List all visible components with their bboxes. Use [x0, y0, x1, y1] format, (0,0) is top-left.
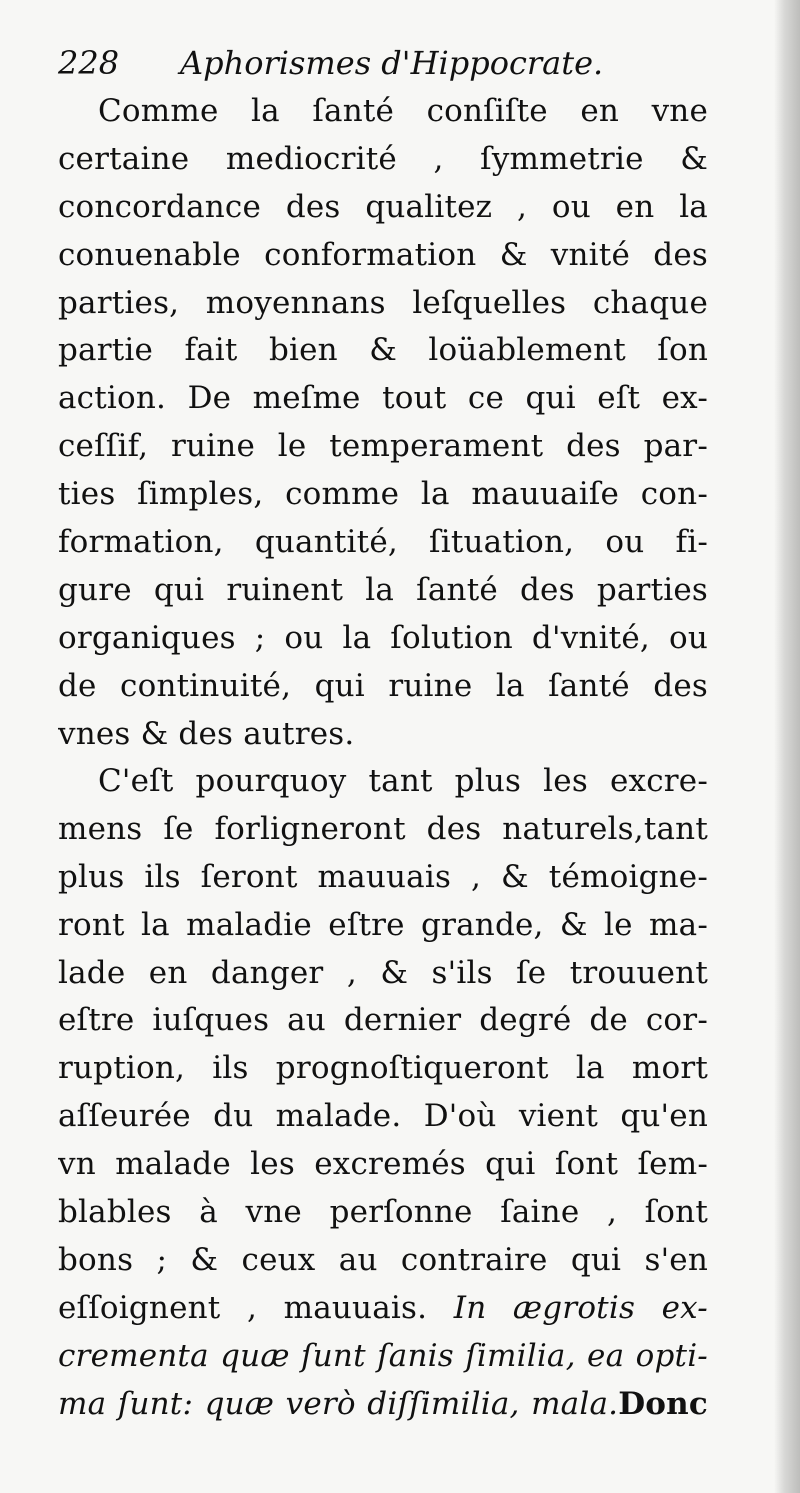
text-line: concordance des qualitez , ou en la	[58, 188, 708, 225]
page-number: 228	[58, 44, 120, 82]
latin-quote-start: In ægrotis ex-	[453, 1289, 708, 1326]
text-line: Comme la ſanté conſiſte en vne	[98, 93, 708, 129]
catchword: Donc	[618, 1385, 708, 1422]
text-line: organiques ; ou la ſolution d'vnité, ou	[58, 619, 708, 656]
latin-quote-end: ma ſunt: quæ verò diſſimilia, mala.	[58, 1385, 619, 1422]
text-line: formation, quantité, ſituation, ou fi-	[58, 524, 708, 561]
text-line: parties, moyennans leſquelles chaque	[58, 284, 708, 321]
text-line: ruption, ils prognoſtiqueront la mort	[58, 1050, 708, 1087]
text-line: aſſeurée du malade. D'où vient qu'en	[58, 1098, 708, 1135]
text-line: eſtre iuſques au dernier degré de cor-	[58, 1002, 708, 1039]
running-head	[58, 38, 658, 88]
paragraph-1	[58, 88, 708, 758]
text-line: mens ſe forligneront des naturels,tant	[58, 810, 708, 847]
text-line: vnes & des autres.	[58, 715, 355, 752]
running-title: Aphorismes d'Hippocrate.	[180, 44, 604, 82]
text-line	[58, 1285, 708, 1333]
text-line: plus ils ſeront mauuais , & témoigne-	[58, 858, 708, 895]
text-line: partie fait bien & loüablement ſon	[58, 332, 708, 369]
text-line: de continuité, qui ruine la ſanté des	[58, 667, 708, 704]
latin-quote-line: crementa quæ ſunt ſanis ſimilia, ea opti-	[58, 1337, 708, 1374]
text-line	[58, 1381, 708, 1429]
text-line: lade en danger , & s'ils ſe trouuent	[58, 954, 708, 991]
text-line: blables à vne perſonne ſaine , ſont	[58, 1194, 708, 1231]
text-line: vn malade les excremés qui ſont ſem-	[58, 1146, 708, 1183]
text-line: C'eſt pourquoy tant plus les excre-	[98, 763, 708, 799]
text-line: ront la maladie eſtre grande, & le ma-	[58, 906, 708, 943]
text-line-french: eſſoignent , mauuais.	[58, 1289, 428, 1326]
text-line: ceſſif, ruine le temperament des par-	[58, 428, 708, 465]
text-line: gure qui ruinent la ſanté des parties	[58, 571, 708, 608]
text-line: conuenable conformation & vnité des	[58, 236, 708, 273]
text-line: bons ; & ceux au contraire qui s'en	[58, 1241, 708, 1278]
text-line: certaine mediocrité , ſymmetrie &	[58, 140, 708, 177]
text-line: ties ſimples, comme la mauuaiſe con-	[58, 476, 708, 513]
paragraph-2	[58, 758, 708, 1428]
page-edge-shadow	[774, 0, 800, 1493]
text-line: action. De meſme tout ce qui eſt ex-	[58, 380, 708, 417]
